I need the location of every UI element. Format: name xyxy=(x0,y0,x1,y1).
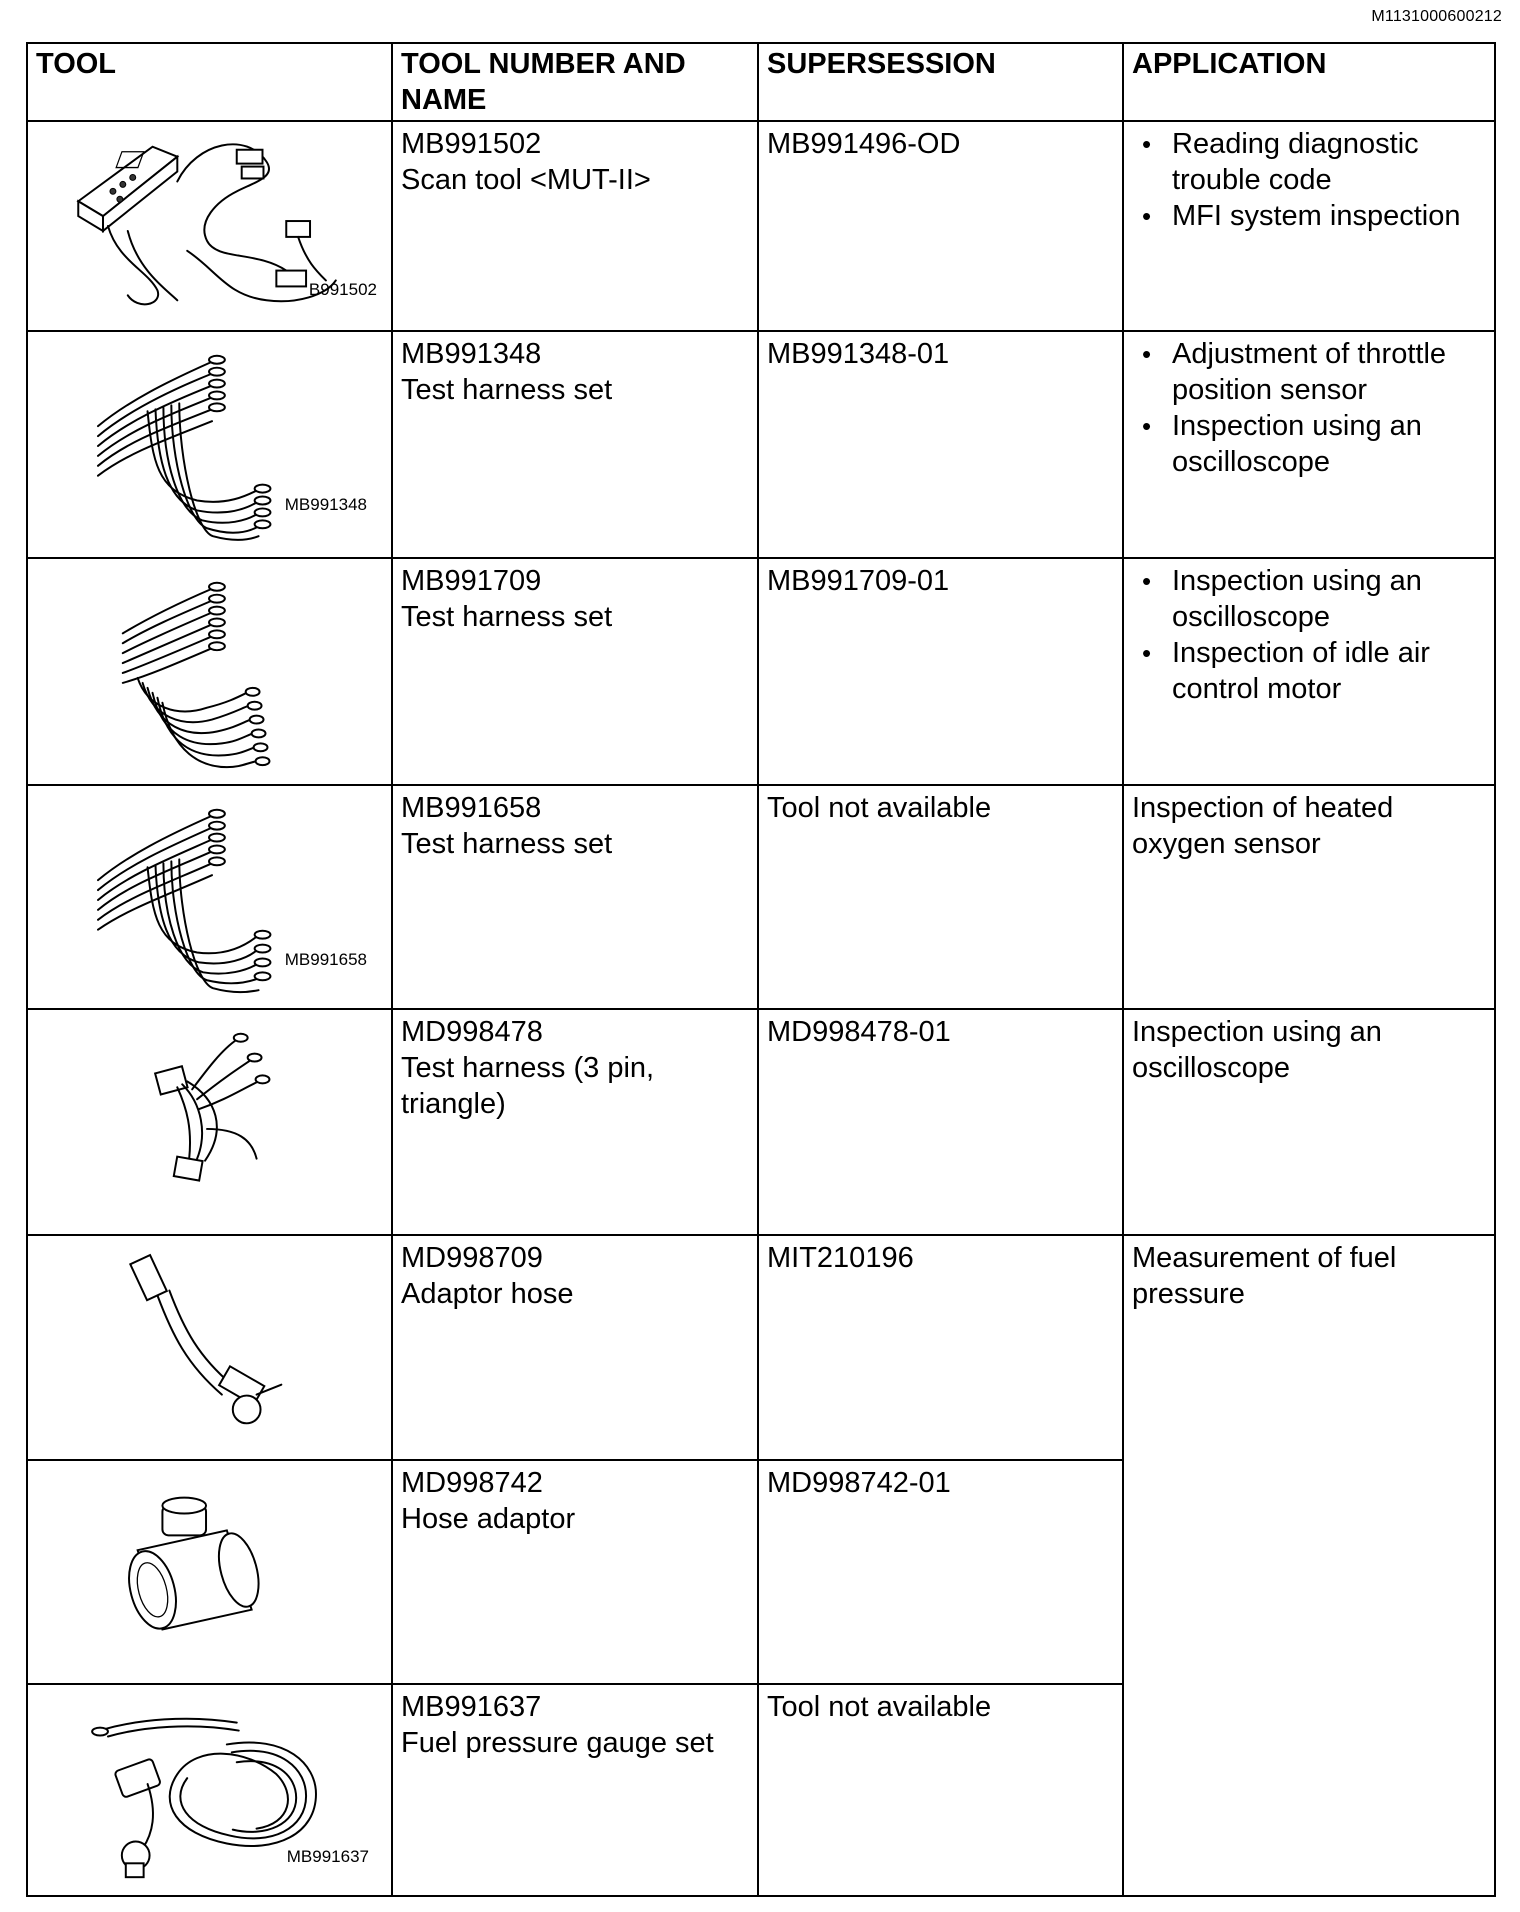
supersession-cell: Tool not available xyxy=(758,1684,1123,1896)
tool-number-name-cell xyxy=(392,331,758,558)
table-row xyxy=(27,1235,1495,1460)
adaptor-hose-icon xyxy=(28,1236,391,1459)
application-item: • Reading diagnostic trouble code xyxy=(1172,126,1486,198)
application-cell: Inspection of heated oxygen sensor xyxy=(1123,785,1495,1009)
table-row xyxy=(27,558,1495,785)
tool-name: Hose adaptor xyxy=(401,1503,576,1535)
table-row xyxy=(27,785,1495,1009)
tool-number: MD998478 xyxy=(401,1016,543,1048)
tool-image-label: B991502 xyxy=(308,280,377,299)
test-harness-3-pin-icon xyxy=(28,1010,391,1234)
tool-number: MD998709 xyxy=(401,1242,543,1274)
tool-number-name-cell xyxy=(392,1009,758,1235)
special-tools-table xyxy=(26,42,1496,1897)
tool-image-cell xyxy=(27,1009,392,1235)
application-item: • Inspection using an oscilloscope xyxy=(1172,408,1486,480)
supersession-cell: MIT210196 xyxy=(758,1235,1123,1460)
table-row xyxy=(27,331,1495,558)
application-cell xyxy=(1123,558,1495,785)
application-cell: Inspection using an oscilloscope xyxy=(1123,1009,1495,1235)
tool-number-name-cell xyxy=(392,1684,758,1896)
supersession-cell: MB991496-OD xyxy=(758,121,1123,331)
application-item: • Inspection of idle air control motor xyxy=(1172,635,1486,707)
tool-number-name-cell xyxy=(392,785,758,1009)
test-harness-set-icon xyxy=(28,559,391,784)
document-id: M1131000600212 xyxy=(1371,8,1502,25)
tool-name: Test harness (3 pin, triangle) xyxy=(401,1052,655,1120)
supersession-cell: MD998478-01 xyxy=(758,1009,1123,1235)
application-item: • MFI system inspection xyxy=(1172,198,1486,234)
tool-image-cell xyxy=(27,785,392,1009)
header-supersession: SUPERSESSION xyxy=(758,43,1123,121)
tool-image-cell xyxy=(27,1235,392,1460)
tool-number: MB991502 xyxy=(401,128,542,160)
tool-image-label: MB991658 xyxy=(284,950,367,969)
tool-name: Test harness set xyxy=(401,828,613,860)
supersession-cell: Tool not available xyxy=(758,785,1123,1009)
header-application: APPLICATION xyxy=(1123,43,1495,121)
test-harness-set-icon xyxy=(28,332,391,557)
table-row xyxy=(27,1009,1495,1235)
tool-number: MD998742 xyxy=(401,1467,543,1499)
tool-number: MB991709 xyxy=(401,565,542,597)
application-cell: Measurement of fuel pressure xyxy=(1123,1235,1495,1896)
table-row xyxy=(27,121,1495,331)
tool-number-name-cell xyxy=(392,1460,758,1684)
tool-number-name-cell xyxy=(392,558,758,785)
tool-name: Fuel pressure gauge set xyxy=(401,1727,714,1759)
tool-number-name-cell xyxy=(392,121,758,331)
tool-number: MB991348 xyxy=(401,338,542,370)
supersession-cell: MB991348-01 xyxy=(758,331,1123,558)
supersession-cell: MB991709-01 xyxy=(758,558,1123,785)
tool-image-cell xyxy=(27,1684,392,1896)
tool-image-cell xyxy=(27,558,392,785)
application-item: • Adjustment of throttle position sensor xyxy=(1172,336,1486,408)
tool-name: Adaptor hose xyxy=(401,1278,574,1310)
application-cell xyxy=(1123,331,1495,558)
tool-name: Scan tool <MUT-II> xyxy=(401,164,651,196)
application-item: • Inspection using an oscilloscope xyxy=(1172,563,1486,635)
tool-image-label: MB991637 xyxy=(286,1847,369,1866)
supersession-cell: MD998742-01 xyxy=(758,1460,1123,1684)
tool-image-cell xyxy=(27,121,392,331)
tool-number: MB991658 xyxy=(401,792,542,824)
header-tool-number-and-name: TOOL NUMBER AND NAME xyxy=(392,43,758,121)
header-tool: TOOL xyxy=(27,43,392,121)
tool-number-name-cell xyxy=(392,1235,758,1460)
header-row xyxy=(27,43,1495,121)
tool-image-cell xyxy=(27,331,392,558)
application-cell xyxy=(1123,121,1495,331)
tool-image-cell xyxy=(27,1460,392,1684)
tool-name: Test harness set xyxy=(401,374,613,406)
hose-adaptor-icon xyxy=(28,1461,391,1683)
tool-image-label: MB991348 xyxy=(284,495,367,514)
tool-number: MB991637 xyxy=(401,1691,542,1723)
tool-name: Test harness set xyxy=(401,601,613,633)
